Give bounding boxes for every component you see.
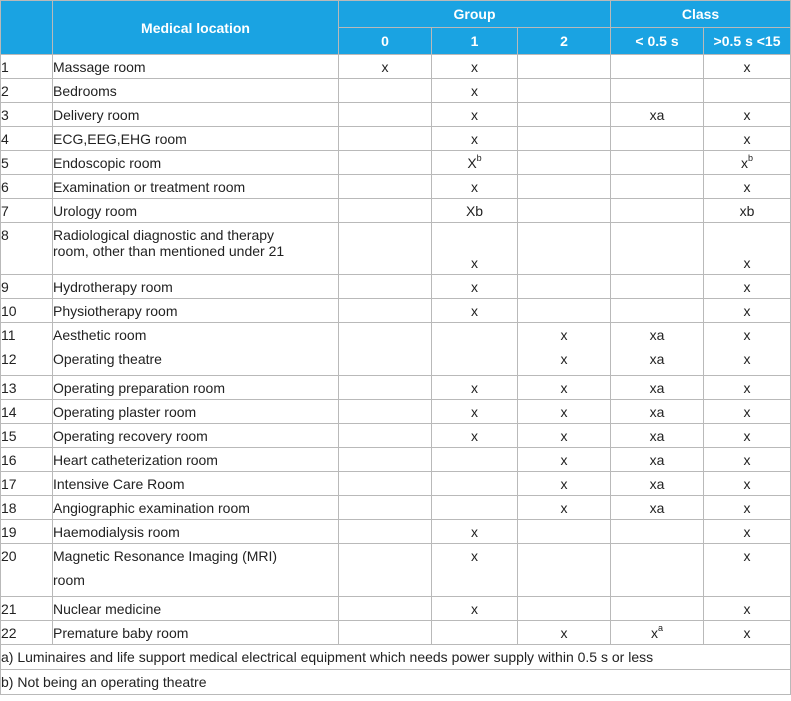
group-1-cell — [432, 621, 518, 645]
footnote-b: b) Not being an operating theatre — [1, 670, 791, 695]
location-name-line: room, other than mentioned under 21 — [53, 243, 285, 259]
row-number: 20 — [1, 544, 53, 597]
table-row — [1, 597, 791, 621]
class-short-cell: xa — [611, 496, 704, 520]
location-name: Intensive Care Room — [53, 472, 339, 496]
group-2-cell — [518, 544, 611, 597]
group-1-cell: Xb — [432, 199, 518, 223]
group-2-cell: x — [518, 424, 611, 448]
group-1-cell: x — [432, 275, 518, 299]
group-0-cell — [339, 223, 432, 275]
class-short-cell — [611, 544, 704, 597]
group-0-cell — [339, 79, 432, 103]
group-2-cell — [518, 597, 611, 621]
group-2-cell — [518, 151, 611, 175]
group-0-cell — [339, 496, 432, 520]
mark-text: xa — [649, 351, 665, 367]
header-group-1: 1 — [432, 28, 518, 55]
group-2-cell — [518, 223, 611, 275]
location-name-line: Aesthetic room — [53, 327, 147, 343]
footnote-a: a) Luminaires and life support medical electrical equipment which needs power supply within 0.5 s or less — [1, 645, 791, 670]
mark-text: xa — [649, 327, 665, 343]
group-0-cell — [339, 597, 432, 621]
location-name: Operating plaster room — [53, 400, 339, 424]
group-1-cell: x — [432, 424, 518, 448]
group-2-cell: x — [518, 448, 611, 472]
location-name: Delivery room — [53, 103, 339, 127]
row-number: 7 — [1, 199, 53, 223]
group-1-cell: x — [432, 103, 518, 127]
table-row — [1, 199, 791, 223]
class-long-cell: x — [704, 472, 791, 496]
class-short-cell — [611, 520, 704, 544]
footnote-row — [1, 670, 791, 695]
location-name: Urology room — [53, 199, 339, 223]
class-short-cell — [611, 199, 704, 223]
class-long-cell: x — [704, 621, 791, 645]
group-1-cell: x — [432, 175, 518, 199]
class-long-cell — [704, 323, 791, 376]
row-number: 8 — [1, 223, 53, 275]
row-number: 10 — [1, 299, 53, 323]
table-row — [1, 79, 791, 103]
location-name: Hydrotherapy room — [53, 275, 339, 299]
group-0-cell — [339, 400, 432, 424]
row-number-line: 11 — [1, 327, 16, 343]
group-1-cell — [432, 323, 518, 376]
class-long-cell: x — [704, 448, 791, 472]
table-row — [1, 400, 791, 424]
group-1-cell: x — [432, 400, 518, 424]
class-long-cell: x — [704, 103, 791, 127]
group-0-cell — [339, 472, 432, 496]
mark-text: x — [743, 351, 751, 367]
class-short-cell: xa — [611, 424, 704, 448]
header-group-2: 2 — [518, 28, 611, 55]
header-class-short: < 0.5 s — [611, 28, 704, 55]
group-1-cell: x — [432, 520, 518, 544]
group-0-cell — [339, 199, 432, 223]
group-0-cell — [339, 175, 432, 199]
row-number: 6 — [1, 175, 53, 199]
table-row — [1, 55, 791, 79]
group-1-cell — [432, 151, 518, 175]
location-name-line: Radiological diagnostic and therapy — [53, 227, 275, 243]
class-short-cell — [611, 597, 704, 621]
class-long-cell: x — [704, 597, 791, 621]
group-2-cell — [518, 79, 611, 103]
mark-text: x — [651, 624, 658, 641]
table-row — [1, 103, 791, 127]
table-row — [1, 299, 791, 323]
group-0-cell — [339, 544, 432, 597]
group-0-cell — [339, 151, 432, 175]
class-long-cell: x — [704, 275, 791, 299]
class-short-cell — [611, 175, 704, 199]
group-2-cell — [518, 55, 611, 79]
location-name: Haemodialysis room — [53, 520, 339, 544]
group-2-cell — [518, 299, 611, 323]
group-0-cell — [339, 127, 432, 151]
group-0-cell — [339, 275, 432, 299]
group-0-cell — [339, 621, 432, 645]
header-class-long: >0.5 s <15 — [704, 28, 791, 55]
row-number: 17 — [1, 472, 53, 496]
class-short-cell — [611, 151, 704, 175]
mark-text — [432, 351, 517, 375]
location-name: Physiotherapy room — [53, 299, 339, 323]
table-row — [1, 151, 791, 175]
mark-text: x — [741, 154, 749, 171]
location-name: Operating preparation room — [53, 376, 339, 400]
group-0-cell — [339, 448, 432, 472]
location-name — [53, 544, 339, 597]
class-long-cell: x — [704, 127, 791, 151]
class-short-cell — [611, 299, 704, 323]
table-row — [1, 223, 791, 275]
table-row — [1, 323, 791, 376]
location-name-line: Magnetic Resonance Imaging (MRI) — [53, 548, 278, 564]
group-2-cell — [518, 103, 611, 127]
location-name — [53, 223, 339, 275]
class-short-cell: xa — [611, 448, 704, 472]
group-2-cell — [518, 323, 611, 376]
group-0-cell: x — [339, 55, 432, 79]
header-corner — [1, 1, 53, 55]
table-row — [1, 275, 791, 299]
table-row — [1, 621, 791, 645]
header-group: Group — [339, 1, 611, 28]
location-name: Angiographic examination room — [53, 496, 339, 520]
row-number: 19 — [1, 520, 53, 544]
mark-text: x — [560, 351, 568, 367]
table-row — [1, 472, 791, 496]
group-0-cell — [339, 424, 432, 448]
location-name: Endoscopic room — [53, 151, 339, 175]
class-short-cell: xa — [611, 472, 704, 496]
group-1-cell: x — [432, 79, 518, 103]
class-long-cell: xb — [704, 199, 791, 223]
location-name: Bedrooms — [53, 79, 339, 103]
table-row — [1, 496, 791, 520]
header-medical-location: Medical location — [53, 1, 339, 55]
footnote-marker: a — [658, 622, 664, 633]
class-short-cell — [611, 55, 704, 79]
group-1-cell: x — [432, 597, 518, 621]
group-1-cell: x — [432, 127, 518, 151]
row-number: 4 — [1, 127, 53, 151]
class-long-cell — [704, 151, 791, 175]
group-0-cell — [339, 376, 432, 400]
header-group-0: 0 — [339, 28, 432, 55]
table-row — [1, 424, 791, 448]
class-long-cell: x — [704, 55, 791, 79]
group-0-cell — [339, 299, 432, 323]
class-long-cell — [704, 79, 791, 103]
row-number: 21 — [1, 597, 53, 621]
class-short-cell — [611, 127, 704, 151]
class-short-cell — [611, 79, 704, 103]
row-number: 5 — [1, 151, 53, 175]
header-class: Class — [611, 1, 791, 28]
class-short-cell — [611, 275, 704, 299]
class-long-cell: x — [704, 424, 791, 448]
footnote-row — [1, 645, 791, 670]
row-number: 9 — [1, 275, 53, 299]
class-long-cell: x — [704, 520, 791, 544]
row-number: 13 — [1, 376, 53, 400]
group-2-cell — [518, 175, 611, 199]
location-name: Examination or treatment room — [53, 175, 339, 199]
row-number-line: 12 — [1, 351, 17, 367]
group-1-cell — [432, 448, 518, 472]
class-short-cell — [611, 621, 704, 645]
location-name: Nuclear medicine — [53, 597, 339, 621]
group-0-cell — [339, 520, 432, 544]
footnote-marker: b — [748, 152, 754, 163]
class-short-cell — [611, 323, 704, 376]
mark-text — [432, 327, 517, 351]
group-1-cell: x — [432, 376, 518, 400]
class-short-cell: xa — [611, 376, 704, 400]
location-name: ECG,EEG,EHG room — [53, 127, 339, 151]
class-long-cell: x — [704, 376, 791, 400]
row-number: 16 — [1, 448, 53, 472]
class-long-cell: x — [704, 496, 791, 520]
table-row — [1, 127, 791, 151]
table-row — [1, 376, 791, 400]
location-name: Operating recovery room — [53, 424, 339, 448]
group-2-cell — [518, 199, 611, 223]
group-1-cell — [432, 496, 518, 520]
location-name-line: Operating theatre — [53, 351, 162, 367]
class-long-cell: x — [704, 175, 791, 199]
class-short-cell — [611, 223, 704, 275]
table-row — [1, 520, 791, 544]
location-name: Premature baby room — [53, 621, 339, 645]
group-2-cell — [518, 520, 611, 544]
mark-text — [339, 351, 431, 375]
location-name: Heart catheterization room — [53, 448, 339, 472]
mark-text — [339, 327, 431, 351]
row-number — [1, 323, 53, 376]
mark-text: x — [560, 327, 568, 343]
group-2-cell: x — [518, 496, 611, 520]
row-number: 18 — [1, 496, 53, 520]
group-2-cell: x — [518, 621, 611, 645]
class-long-cell: x — [704, 544, 791, 597]
location-name: Massage room — [53, 55, 339, 79]
group-1-cell: x — [432, 299, 518, 323]
footnote-marker: b — [476, 152, 482, 163]
table-row — [1, 544, 791, 597]
row-number: 2 — [1, 79, 53, 103]
class-short-cell: xa — [611, 103, 704, 127]
row-number: 15 — [1, 424, 53, 448]
table-row — [1, 448, 791, 472]
row-number: 1 — [1, 55, 53, 79]
table-row — [1, 175, 791, 199]
location-name-line: room — [53, 572, 85, 588]
location-name — [53, 323, 339, 376]
class-long-cell: x — [704, 400, 791, 424]
group-2-cell: x — [518, 472, 611, 496]
group-2-cell — [518, 275, 611, 299]
mark-text: X — [467, 154, 477, 171]
group-2-cell: x — [518, 376, 611, 400]
row-number: 22 — [1, 621, 53, 645]
mark-text: x — [743, 327, 751, 343]
group-1-cell — [432, 472, 518, 496]
group-0-cell — [339, 103, 432, 127]
group-2-cell — [518, 127, 611, 151]
group-1-cell: x — [432, 223, 518, 275]
class-long-cell: x — [704, 223, 791, 275]
group-1-cell: x — [432, 55, 518, 79]
group-2-cell: x — [518, 400, 611, 424]
class-long-cell: x — [704, 299, 791, 323]
group-1-cell: x — [432, 544, 518, 597]
row-number: 3 — [1, 103, 53, 127]
row-number: 14 — [1, 400, 53, 424]
class-short-cell: xa — [611, 400, 704, 424]
group-0-cell — [339, 323, 432, 376]
